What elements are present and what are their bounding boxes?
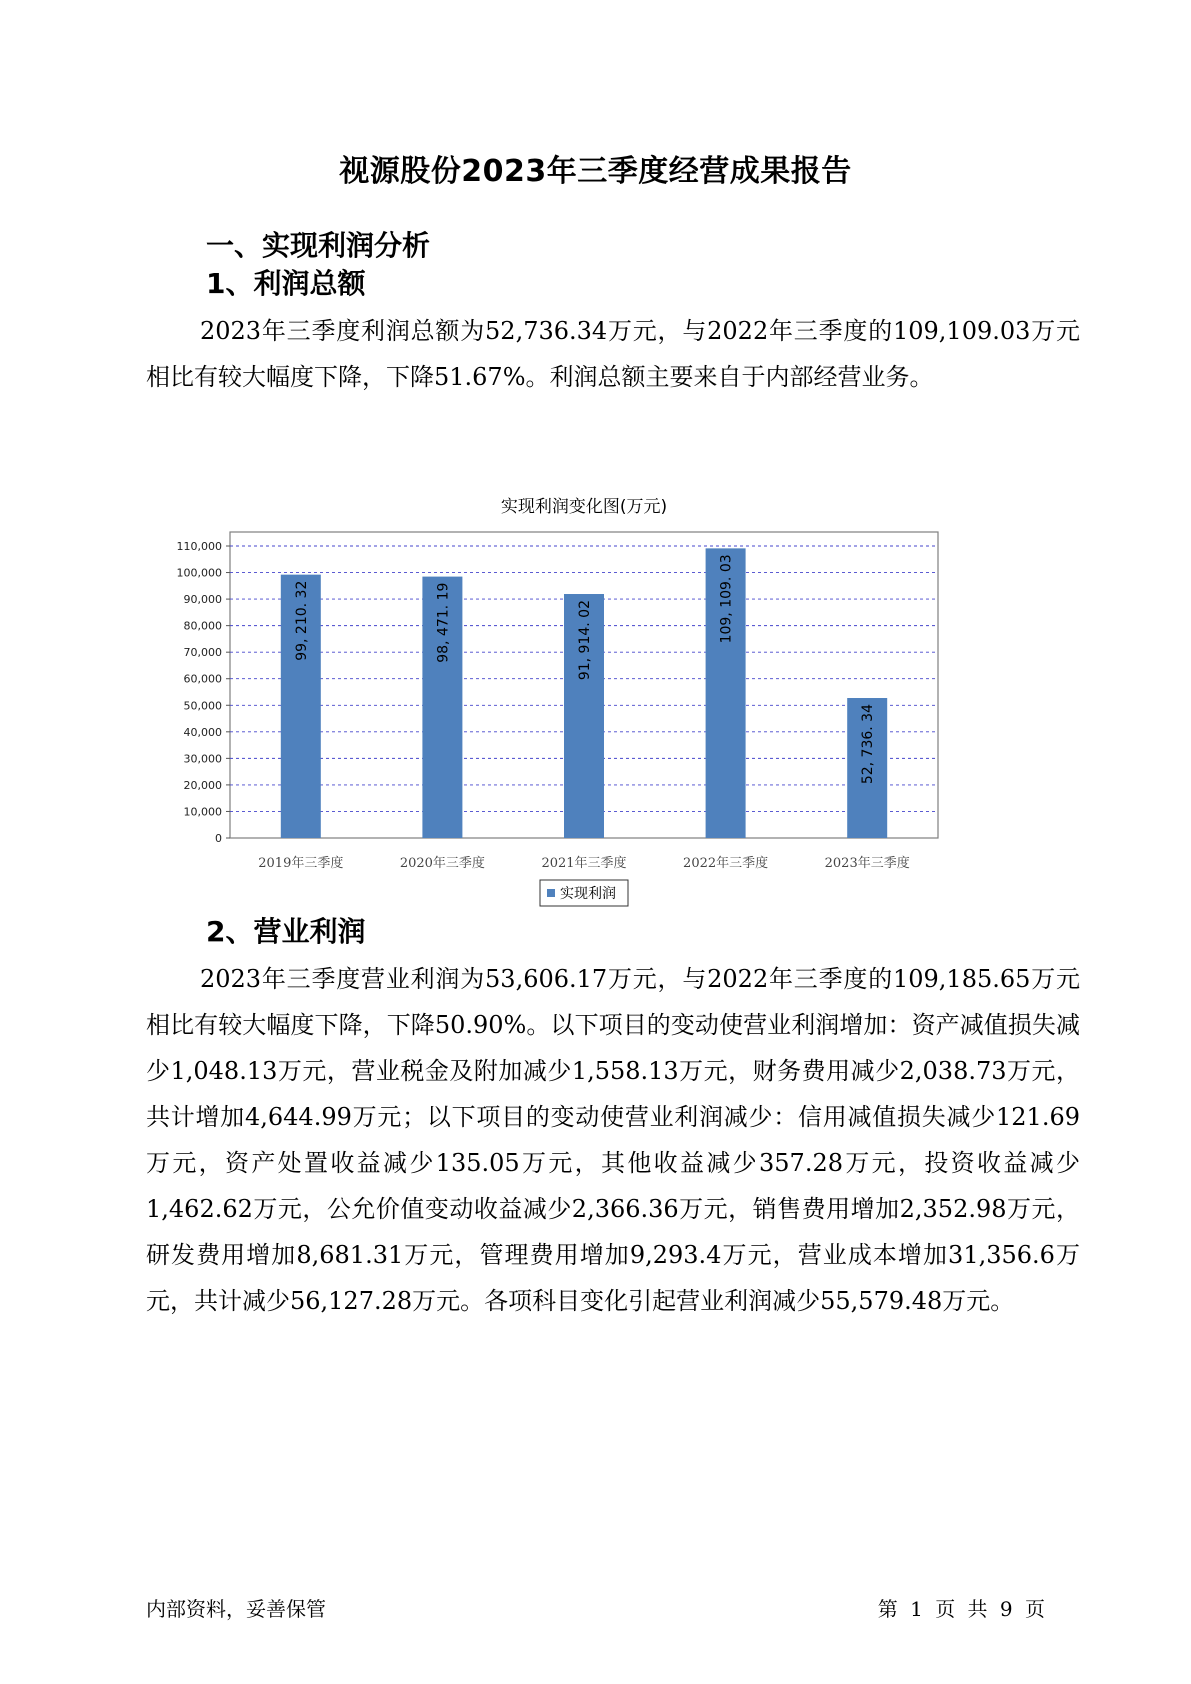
bar-data-label: 52, 736. 34: [860, 704, 877, 785]
bar-data-label: 98, 471. 19: [435, 582, 452, 663]
legend-swatch: [547, 889, 555, 897]
y-tick-label: 90,000: [183, 593, 222, 607]
section-heading-profit-analysis: 一、实现利润分析: [206, 229, 431, 262]
bar-data-label: 91, 914. 02: [577, 600, 593, 681]
legend-label: 实现利润: [560, 886, 616, 902]
chart-title: 实现利润变化图(万元): [500, 497, 668, 517]
x-tick-label: 2022年三季度: [683, 856, 769, 871]
paragraph-total-profit: 2023年三季度利润总额为52,736.34万元，与2022年三季度的109,109.03万元相比有较大幅度下降，下降51.67%。利润总额主要来自于内部经营业务。: [146, 317, 1080, 391]
subheading-total-profit: 1、利润总额: [206, 267, 366, 300]
y-tick-label: 0: [215, 832, 222, 845]
x-tick-label: 2020年三季度: [399, 856, 485, 871]
bar-data-label: 99, 210. 32: [293, 580, 310, 661]
y-tick-label: 110,000: [176, 540, 222, 553]
x-tick-label: 2019年三季度: [258, 856, 344, 871]
x-tick-label: 2023年三季度: [824, 856, 910, 871]
y-tick-label: 60,000: [183, 672, 222, 686]
y-tick-label: 30,000: [183, 752, 222, 766]
page-title: 视源股份2023年三季度经营成果报告: [339, 154, 852, 189]
bar-data-label: 109, 109. 03: [718, 554, 735, 644]
y-tick-label: 10,000: [183, 805, 222, 819]
y-tick-label: 70,000: [183, 646, 222, 660]
profit-bar-chart: [150, 490, 1030, 950]
y-tick-label: 100,000: [176, 566, 222, 580]
paragraph-operating-profit: 2023年三季度营业利润为53,606.17万元，与2022年三季度的109,185.65万元相比有较大幅度下降，下降50.90%。以下项目的变动使营业利润增加：资产减值损失减少1,048.13万元，营业税金及附加减少1,558.13万元，财务费用减少2,038.73万元，共计增加4,644.99万元；以下项目的变动使营业利润减少：信用减值损失减少121.69万元，资产处置收益减少135.05万元，其他收益减少357.28万元，投资收益减少1,462.62万元，公允价值变动收益减少2,366.36万元，销售费用增加2,352.98万元，研发费用增加8,681.31万元，管理费用增加9,293.4万元，营业成本增加31,356.6万元，共计减少56,127.28万元。各项科目变化引起营业利润减少55,579.48万元。: [146, 965, 1080, 1315]
y-tick-label: 50,000: [183, 699, 222, 713]
y-tick-label: 20,000: [183, 778, 222, 792]
x-tick-label: 2021年三季度: [541, 856, 627, 871]
chart-canvas: [150, 490, 1030, 950]
footer-page-number: 第 1 页 共 9 页: [877, 1597, 1045, 1621]
footer-confidential-note: 内部资料，妥善保管: [146, 1597, 326, 1621]
subheading-operating-profit: 2、营业利润: [206, 915, 366, 948]
y-tick-label: 80,000: [183, 619, 222, 633]
y-tick-label: 40,000: [183, 725, 222, 739]
